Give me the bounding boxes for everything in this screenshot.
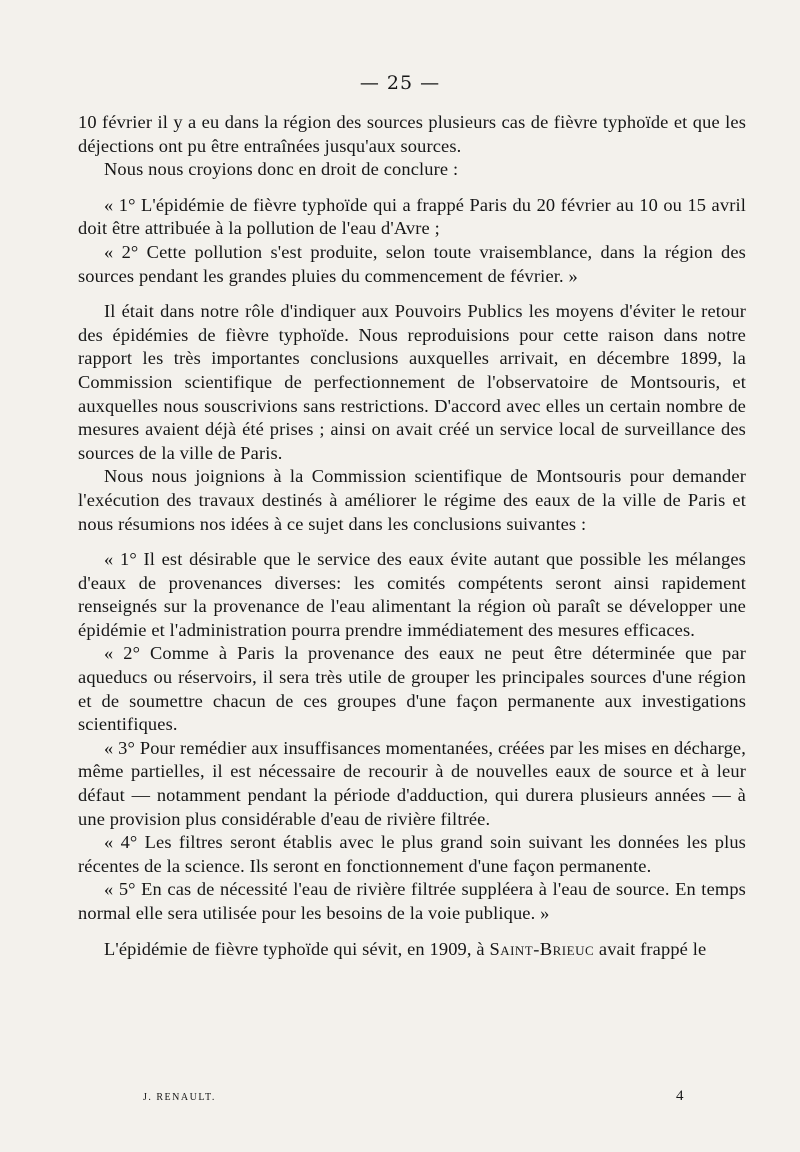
paragraph-last-end: avait frappé le (598, 938, 707, 959)
place-name: Saint-Brieuc (489, 938, 595, 959)
paragraph: Nous nous croyions donc en droit de conclure : (104, 159, 459, 180)
page-footer (0, 1088, 800, 1112)
signature-mark: 4 (676, 1088, 684, 1104)
body-text (78, 111, 746, 961)
quote-paragraph: « 2° Comme à Paris la provenance des eaux ne peut être déterminée que par aqueducs ou réservoirs, il sera très utile de grouper les principales sources d'une région et de soumettre chacun de ces groupes d'une façon permanente aux investigations scientifiques. (78, 643, 746, 735)
footer-author: J. RENAULT. (143, 1092, 216, 1103)
paragraph: Nous nous joignions à la Commission scientifique de Montsouris pour demander l'exécution des travaux destinés à améliorer le régime des eaux de la ville de Paris et nous résumions nos idées à ce sujet dans les conclusions suivantes : (78, 466, 746, 534)
page-number: — 25 — (359, 72, 441, 94)
paragraph: Il était dans notre rôle d'indiquer aux Pouvoirs Publics les moyens d'éviter le retour des épidémies de fièvre typhoïde. Nous reproduisions pour cette raison dans notre rapport les très importantes conclusions auxquelles arrivait, en décembre 1899, la Commission scientifique de perfectionnement de l'observatoire de Montsouris, et auxquelles nous souscrivions sans restrictions. D'accord avec elles un certain nombre de mesures avaient déjà été prises ; ainsi on avait créé un service local de surveillance des sources de la ville de Paris. (78, 301, 746, 463)
quote-paragraph: « 3° Pour remédier aux insuffisances momentanées, créées par les mises en décharge, même partielles, il est nécessaire de recourir à de nouvelles eaux de source et à leur défaut — notamment pendant la période d'adduction, qui durera plusieurs années — à une provision plus considérable d'eau de rivière filtrée. (78, 737, 746, 829)
quote-paragraph: « 5° En cas de nécessité l'eau de rivière filtrée suppléera à l'eau de source. En temps normal elle sera utilisée pour les besoins de la voie publique. » (78, 879, 746, 923)
quote-paragraph: « 4° Les filtres seront établis avec le plus grand soin suivant les données les plus récentes de la science. Ils seront en fonctionnement d'une façon permanente. (78, 832, 746, 876)
quote-paragraph: « 2° Cette pollution s'est produite, selon toute vraisemblance, dans la région des sources pendant les grandes pluies du commencement de février. » (78, 241, 746, 286)
quote-paragraph: « 1° Il est désirable que le service des eaux évite autant que possible les mélanges d'eaux de provenances diverses: les comités compétents seront ainsi rapidement renseignés sur la provenance de l'eau alimentant la région où paraît se développer une épidémie et l'administration pourra prendre immédiatement des mesures efficaces. (78, 549, 746, 640)
paragraph-last-start: L'épidémie de fièvre typhoïde qui sévit, en 1909, à (104, 938, 485, 959)
paragraph-last (78, 938, 746, 962)
quote-paragraph: « 1° L'épidémie de fièvre typhoïde qui a frappé Paris du 20 février au 10 ou 15 avril doit être attribuée à la pollution de l'eau d'Avre ; (78, 194, 746, 239)
paragraph-continuation: 10 février il y a eu dans la région des sources plusieurs cas de fièvre typhoïde et que les déjections ont pu être entraînées jusqu'aux sources. (78, 112, 746, 156)
